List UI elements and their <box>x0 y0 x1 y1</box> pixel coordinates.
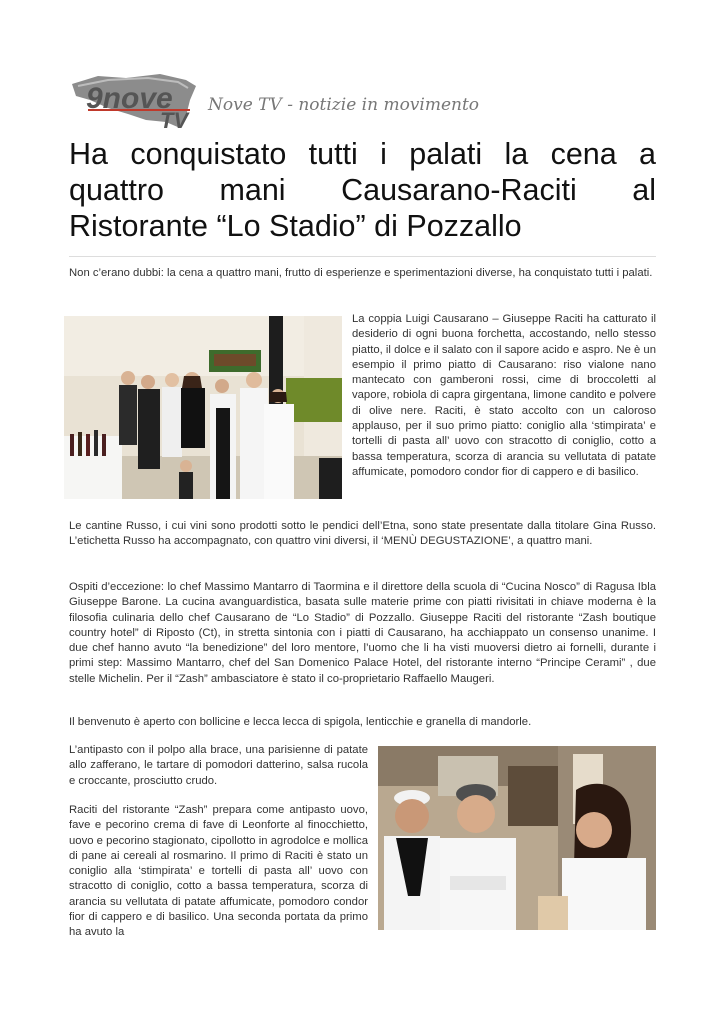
raciti-paragraph: Raciti del ristorante “Zash” prepara come antipasto uovo, fave e pecorino crema di fave di Leonforte al finocchietto, uovo e pecorino stagionato, cipollotto in agrodolce e mollica di pane ai cereali al rosmarino. Il primo di Raciti è stato un coniglio alla ‘stimpirata’ e tortelli di pasta all’ uovo con stracotto di coniglio, cotto a bassa temperatura, scorza di arancia su vellutata di patate affumicate, pomodoro condor fior di cappero e di basilico. Una seconda portata da primo ha avuto la <box>69 804 368 939</box>
chefs-photo <box>378 746 656 930</box>
couple-paragraph: La coppia Luigi Causarano – Giuseppe Raciti ha catturato il desiderio di ogni buona forchetta, accostando, nello stesso piatto, il dolce e il salato con il sapore acido e aspro. Ne è un esempio il primo piatto di Causarano: riso vialone nano mantecato con gamberoni rossi, cime di broccoletti al vapore, robiola di capra girgentana, limone candito e polvere di olive nere. Raciti, è stato accolto con un caloroso applauso, per il suo primo piatto: coniglio alla ‘stimpirata’ e tortelli di pasta all’ uovo con stracotto di coniglio, cotto a bassa temperatura, scorza di arancia su vellutata di patate affumicate, pomodoro condor fior di cappero e di basilico. <box>352 313 656 478</box>
logo-main-text: 9nove <box>86 82 173 115</box>
site-tagline: Nove TV - notizie in movimento <box>208 95 480 115</box>
site-logo[interactable] <box>68 70 480 134</box>
logo-sub-text: TV <box>160 108 189 133</box>
cantine-paragraph: Le cantine Russo, i cui vini sono prodotti sotto le pendici dell’Etna, sono state presentate dalla titolare Gina Russo. L’etichetta Russo ha accompagnato, con quattro vini diversi, il ‘MENÙ DEGUSTAZIONE’, a quattro mani. <box>69 520 656 548</box>
title-line-1: Ha conquistato tutti i palati la cena a <box>69 137 656 171</box>
group-photo <box>64 316 342 499</box>
intro-paragraph: Non c’erano dubbi: la cena a quattro mani, frutto di esperienze e sperimentazioni diverse, ha conquistato tutti i palati. <box>69 267 653 279</box>
logo-graphic <box>68 70 480 134</box>
benvenuto-paragraph: Il benvenuto è aperto con bollicine e lecca lecca di spigola, lenticchie e granella di mandorle. <box>69 716 532 728</box>
title-divider <box>69 256 656 257</box>
antipasto-paragraph: L’antipasto con il polpo alla brace, una parisienne di patate allo zafferano, le tartare di pomodori datterino, salsa rucola e croccante, prosciutto crudo. <box>69 744 368 787</box>
title-line-2: quattro mani Causarano-Raciti al <box>69 173 656 207</box>
page-title <box>69 136 656 244</box>
ospiti-paragraph: Ospiti d’eccezione: lo chef Massimo Mantarro di Taormina e il direttore della scuola di “Cucina Nosco” di Ragusa Ibla Giuseppe Barone. La cucina avanguardistica, basata sulle materie prime con piatti rivisitati in chiave moderna è la filosofia culinaria dello chef Causarano de “Lo Stadio” di Pozzallo. Giuseppe Raciti del ristorante “Zash boutique country hotel” di Riposto (Ct), in stretta sintonia con i piatti di Causarano, ha acchiappato un consenso unanime. I due chef hanno avuto “la benedizione” del loro mentore, l’uomo che li ha visti muoversi dietro ai fornelli, durante i primi step: Massimo Mantarro, chef del San Domenico Palace Hotel, del ristorante interno “Principe Cerami” , due stelle Michelin. Per il “Zash” ambasciatore è stato il co-proprietario Raffaello Maugeri. <box>69 581 656 685</box>
title-line-3: Ristorante “Lo Stadio” di Pozzallo <box>69 209 522 243</box>
